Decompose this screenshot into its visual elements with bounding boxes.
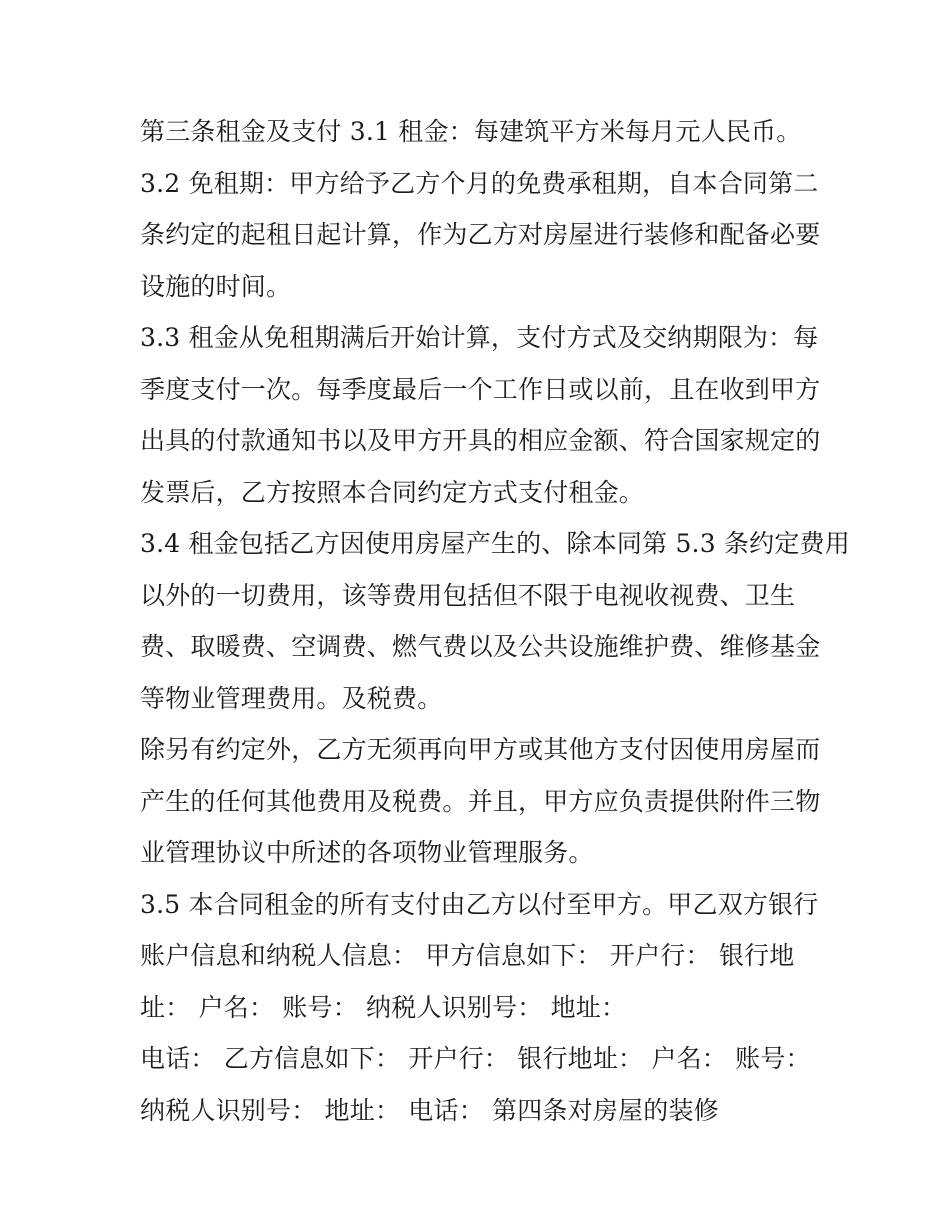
contract-text-body: [140, 106, 850, 1136]
text-line: 3.3 租金从免租期满后开始计算，支付方式及交纳期限为：每: [140, 323, 819, 352]
text-line: 季度支付一次。每季度最后一个工作日或以前，且在收到甲方: [140, 374, 821, 404]
text-line: 设施的时间。: [140, 271, 292, 301]
text-line: 费、取暖费、空调费、燃气费以及公共设施维护费、维修基金: [140, 632, 821, 661]
text-line: 3.5 本合同租金的所有支付由乙方以付至甲方。甲乙双方银行: [140, 889, 819, 919]
text-line: 3.4 租金包括乙方因使用房屋产生的、除本同第 5.3 条约定费用: [140, 529, 850, 558]
text-line: 址： 户名： 账号： 纳税人识别号： 地址：: [140, 992, 627, 1022]
text-line: 条约定的起租日起计算，作为乙方对房屋进行装修和配备必要: [140, 220, 821, 249]
text-line: 第三条租金及支付 3.1 租金：每建筑平方米每月元人民币。: [140, 117, 802, 146]
text-line: 账户信息和纳税人信息： 甲方信息如下： 开户行： 银行地: [140, 941, 795, 970]
text-line: 产生的任何其他费用及税费。并且，甲方应负责提供附件三物: [140, 786, 821, 816]
text-line: 业管理协议中所述的各项物业管理服务。: [140, 838, 594, 867]
text-line: 3.2 免租期：甲方给予乙方个月的免费承租期，自本合同第二: [140, 168, 819, 198]
text-line: 出具的付款通知书以及甲方开具的相应金额、符合国家规定的: [140, 426, 821, 455]
text-line: 等物业管理费用。及税费。: [140, 683, 443, 713]
text-line: 电话： 乙方信息如下： 开户行： 银行地址： 户名： 账号：: [140, 1044, 811, 1073]
text-line: 纳税人识别号： 地址： 电话： 第四条对房屋的装修: [140, 1095, 719, 1125]
text-line: 除另有约定外，乙方无须再向甲方或其他方支付因使用房屋而: [140, 735, 821, 764]
text-line: 以外的一切费用，该等费用包括但不限于电视收视费、卫生: [140, 580, 796, 610]
text-line: 发票后，乙方按照本合同约定方式支付租金。: [140, 477, 645, 507]
